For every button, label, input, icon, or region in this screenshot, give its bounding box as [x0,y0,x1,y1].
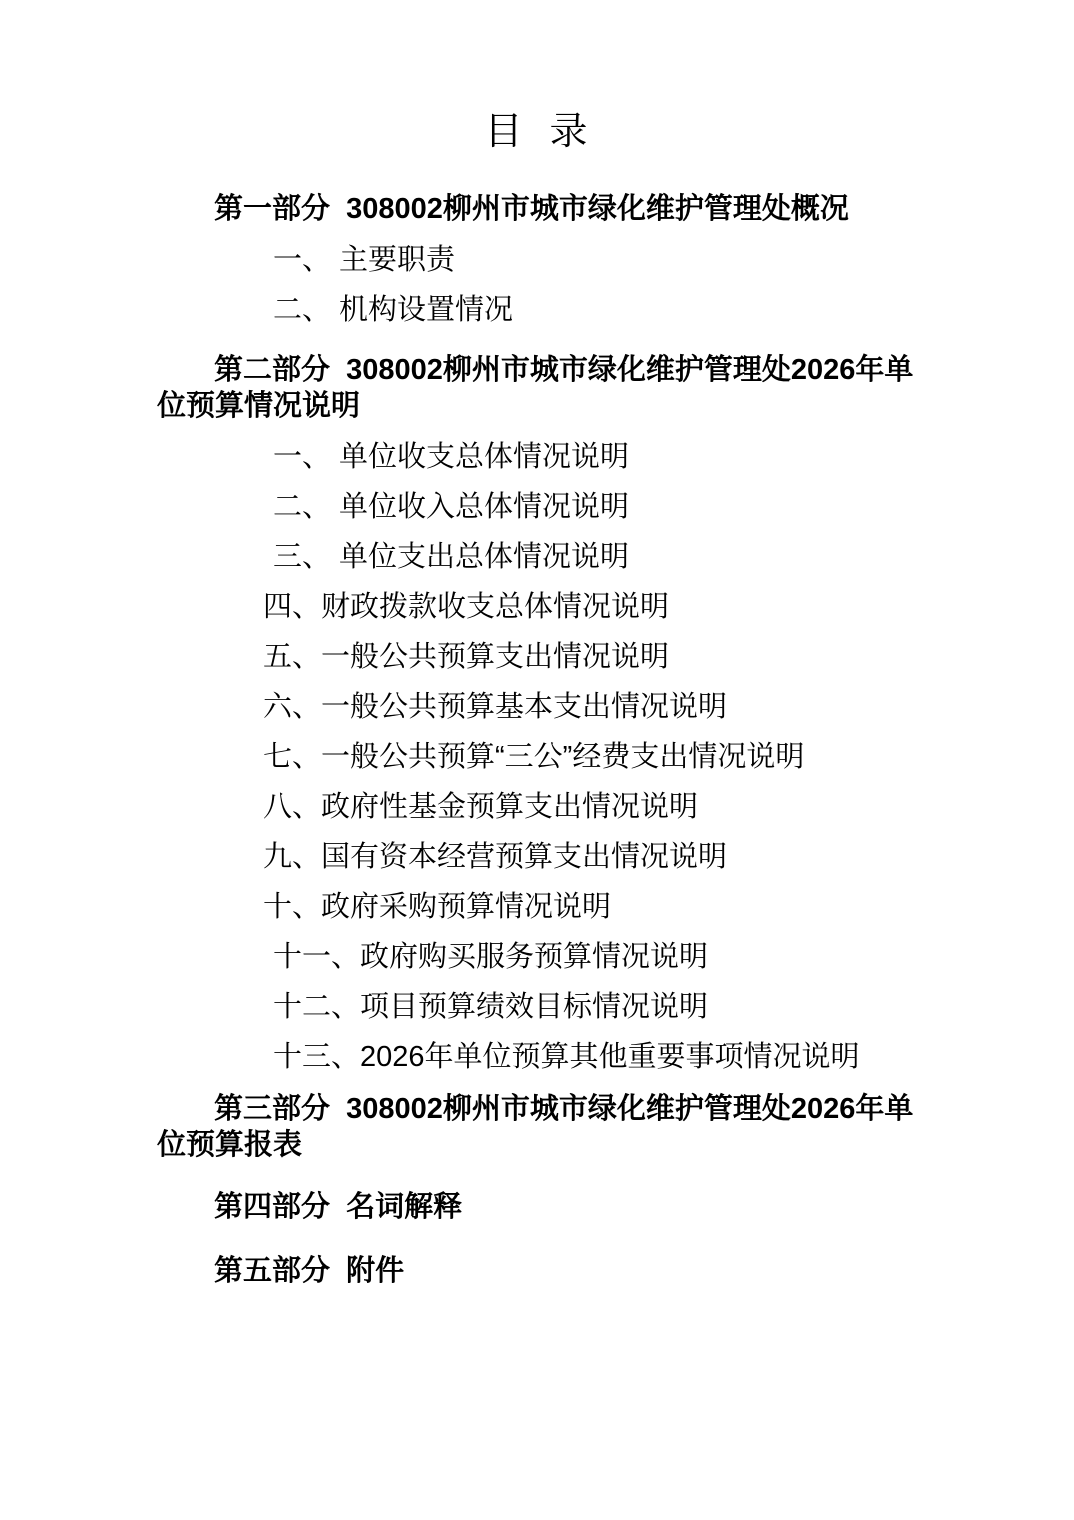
toc-item: 三、 单位支出总体情况说明 [273,541,630,573]
toc-item: 二、 单位收入总体情况说明 [273,491,630,523]
toc-item: 九、国有资本经营预算支出情况说明 [263,841,728,873]
toc-item: 二、 机构设置情况 [273,294,514,326]
section-heading-part5: 第五部分 附件 [214,1255,405,1287]
section-part1 [157,191,917,327]
section-heading-part1: 第一部分 308002柳州市城市绿化维护管理处概况 [214,193,849,225]
page-title: 目 录 [484,111,590,153]
section-items-part1 [157,244,917,327]
section-heading-part3: 第三部分 308002柳州市城市绿化维护管理处2026年单位预算报表 [157,1093,914,1161]
section-heading-part4: 第四部分 名词解释 [214,1191,463,1223]
section-heading-part2: 第二部分 308002柳州市城市绿化维护管理处2026年单位预算情况说明 [157,354,914,422]
section-items-part2 [157,441,917,1074]
section-part2 [157,352,917,1074]
toc-item: 四、财政拨款收支总体情况说明 [263,591,670,623]
section-part5 [157,1253,917,1289]
toc-item: 一、 单位收支总体情况说明 [273,441,630,473]
toc-item: 七、一般公共预算“三公”经费支出情况说明 [263,741,805,773]
toc-item: 六、一般公共预算基本支出情况说明 [263,691,728,723]
toc-item: 八、政府性基金预算支出情况说明 [263,791,699,823]
toc-item: 一、 主要职责 [273,244,456,276]
toc-item: 十三、2026年单位预算其他重要事项情况说明 [273,1041,860,1073]
section-part4 [157,1189,917,1225]
toc-item: 十二、项目预算绩效目标情况说明 [273,991,709,1023]
toc-item: 五、一般公共预算支出情况说明 [263,641,670,673]
toc-item: 十一、政府购买服务预算情况说明 [273,941,709,973]
section-part3 [157,1091,917,1163]
toc-item: 十、政府采购预算情况说明 [263,891,612,923]
